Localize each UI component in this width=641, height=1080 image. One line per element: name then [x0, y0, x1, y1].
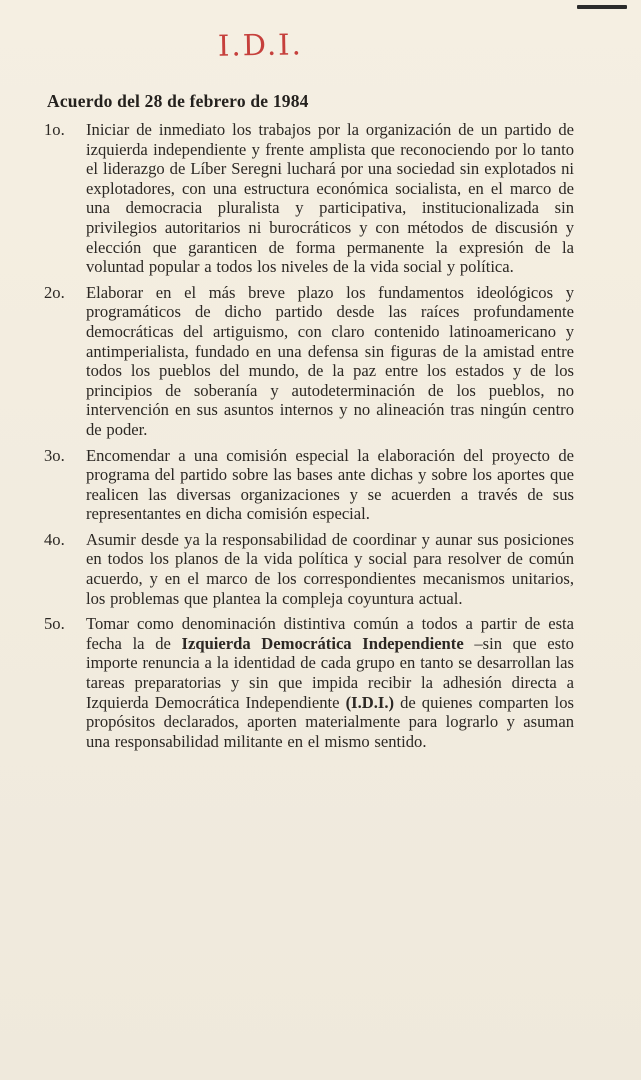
articles-list — [44, 120, 574, 757]
article-number: 5o. — [44, 614, 65, 634]
article-text — [86, 614, 574, 751]
article-5 — [44, 614, 574, 751]
corner-tape-mark — [577, 5, 627, 9]
article-number: 1o. — [44, 120, 65, 139]
article-text: Encomendar a una comisión especial la elaboración del proyecto de programa del partido sobre las bases ante dichas y sobre los aportes que realicen las diversas organizaciones y se acuerden a través de sus representantes en dicha comisión especial. — [86, 445, 574, 524]
party-name-bold: Izquierda Democrática Independiente — [181, 633, 464, 653]
article-text: Asumir desde ya la responsabilidad de coordinar y aunar sus posiciones en todos los planos de la vida política y social para resolver de común acuerdo, y en el marco de los correspondientes mecanismos unitarios, los problemas que plantea la compleja coyuntura actual. — [86, 529, 574, 608]
article-2 — [44, 283, 574, 440]
article-text: Elaborar en el más breve plazo los fundamentos ideológicos y programáticos de dicho partido desde las raíces profundamente democráticas del artiguismo, con claro contenido latinoamericano y antimperialista, fundado en una defensa sin figuras de la amistad entre todos los pueblos del mundo, de la paz entre los estados y de los principios de soberanía y autodeterminación de los pueblos, no intervención en sus asuntos internos y no alineación tras ningún centro de poder. — [86, 282, 574, 439]
article-number: 3o. — [44, 445, 65, 465]
article-1 — [44, 120, 574, 277]
article-number: 4o. — [44, 529, 65, 549]
handwritten-annotation: I.D.I. — [217, 27, 304, 63]
article-4 — [44, 530, 574, 608]
article-3 — [44, 446, 574, 524]
article-number: 2o. — [44, 282, 65, 302]
article-text-part: –sin que esto importe renuncia a la identidad de cada grupo en tanto se desarrollan las tareas preparatorias y sin que impida recibir la adhesión directa a Izquierda Democrática Independiente — [86, 633, 574, 712]
party-acronym-bold: (I.D.I.) — [345, 692, 394, 712]
article-text-part: Tomar como denominación distintiva común a todos a partir de esta fecha la de — [86, 614, 574, 653]
article-text-part: de quienes comparten los propósitos declarados, aporten materialmente para lograrlo y asuman una responsabilidad militante en el mismo sentido. — [86, 692, 574, 751]
article-text: Iniciar de inmediato los trabajos por la organización de un partido de izquierda independiente y frente amplista que reconociendo por lo tanto el liderazgo de Líber Seregni luchará por una sociedad sin explotados ni explotadores, con una estructura económica socialista, en el marco de una democracia pluralista y participativa, institucionalizada sin privilegios autoritarios ni burocráticos y con métodos de discusión y elección que garanticen de forma permanente la expresión de la voluntad popular a todos los niveles de la vida social y política. — [86, 120, 574, 277]
document-title: Acuerdo del 28 de febrero de 1984 — [47, 91, 309, 111]
